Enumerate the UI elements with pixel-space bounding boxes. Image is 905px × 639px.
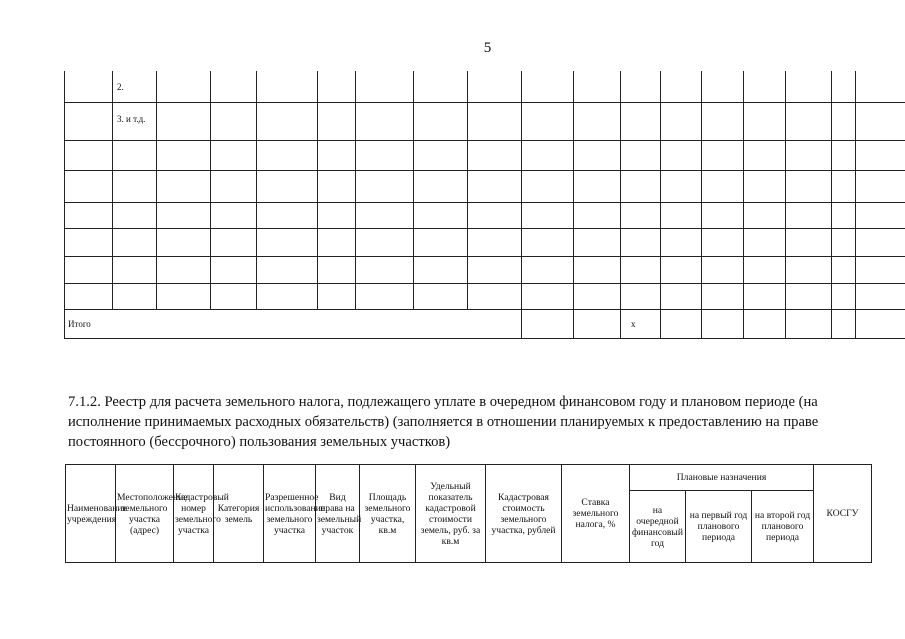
col-header-category: Категория земель [214,465,264,563]
section-title: 7.1.2. Реестр для расчета земельного налога, подлежащего уплате в очередном финансовом году и плановом периоде (на исполнение принимаемых расходных обязательств) (заполняется в отношении планируемых к предоставлению на праве постоянного (бессрочного) пользования земельных участков) [68,394,819,450]
col-header-location: Местоположение земельного участка (адрес) [116,465,174,563]
col-header-tax-rate: Ставка земельного налога, % [562,465,630,563]
col-header-permitted-use: Разрешенное использование земельного участка [264,465,316,563]
col-header-planned-second: на второй год планового периода [752,491,814,563]
total-x-mark: х [621,309,661,338]
col-header-planned-current: на очередной финансовый год [630,491,686,563]
row-label: 2. [113,71,157,102]
table-row [65,102,905,140]
col-header-specific-value: Удельный показатель кадастровой стоимости земель, руб. за кв.м [416,465,486,563]
table-row [65,202,905,228]
col-header-name: Наименование учреждения [66,465,116,563]
table-row [65,71,905,102]
col-header-cadastral-number: Кадастровый номер земельного участка [174,465,214,563]
col-header-right-type: Вид права на земельный участок [316,465,360,563]
row-label: 3. и т.д. [113,102,157,140]
land-tax-register-table [65,464,872,563]
table-row [65,170,905,202]
table-row [65,256,905,283]
page-number: 5 [483,40,492,56]
col-header-planned-group: Плановые назначения [630,465,814,491]
total-row [65,309,905,338]
total-label: Итого [65,309,522,338]
top-register-table [64,71,905,339]
col-header-area: Площадь земельного участка, кв.м [360,465,416,563]
col-header-kosgu: КОСГУ [814,465,872,563]
table-row [65,283,905,309]
col-header-cadastral-value: Кадастровая стоимость земельного участка, рублей [486,465,562,563]
col-header-planned-first: на первый год планового периода [686,491,752,563]
table-row [65,228,905,256]
table-row [65,140,905,170]
